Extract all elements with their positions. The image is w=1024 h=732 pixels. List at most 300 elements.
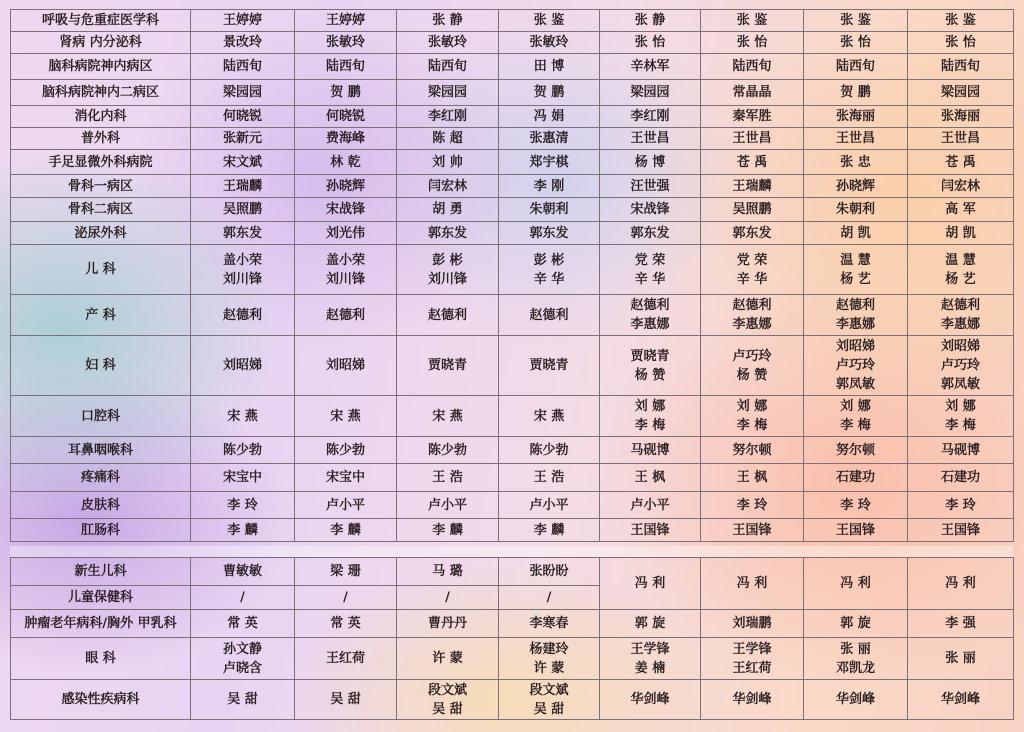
duty-cell xyxy=(701,54,804,80)
duty-cell xyxy=(804,150,908,175)
doctor-name: 华剑峰 xyxy=(835,692,875,707)
duty-cell xyxy=(191,336,295,396)
department-name: 肛肠科 xyxy=(11,519,191,542)
department-name: 骨科一病区 xyxy=(11,175,191,198)
duty-cell xyxy=(397,128,499,150)
doctor-name: 李惠娜 xyxy=(732,317,772,332)
duty-cell xyxy=(804,32,908,54)
duty-cell xyxy=(908,492,1014,519)
duty-cell xyxy=(908,336,1014,396)
duty-cell xyxy=(499,198,600,222)
department-name: 消化内科 xyxy=(11,106,191,128)
doctor-name: 杨建玲 xyxy=(529,641,569,657)
doctor-name: 贺 鹏 xyxy=(533,85,565,100)
doctor-name: 梁园园 xyxy=(222,85,262,100)
duty-cell xyxy=(804,54,908,80)
duty-cell xyxy=(804,464,908,492)
duty-cell xyxy=(397,222,499,245)
duty-cell xyxy=(295,150,397,175)
duty-cell xyxy=(191,222,295,245)
duty-cell xyxy=(499,106,600,128)
doctor-name: 常 英 xyxy=(330,616,361,631)
doctor-name: 胡 凯 xyxy=(840,225,871,241)
table-row xyxy=(11,680,1014,720)
duty-cell xyxy=(804,10,908,32)
doctor-name: 王国锋 xyxy=(732,522,772,538)
duty-cell xyxy=(295,128,397,150)
duty-cell xyxy=(701,558,804,610)
duty-cell xyxy=(908,638,1014,680)
doctor-name: 李惠娜 xyxy=(630,317,670,332)
table-row xyxy=(11,222,1014,245)
duty-cell xyxy=(600,558,701,610)
doctor-name: 李 麟 xyxy=(432,522,463,538)
duty-cell xyxy=(191,492,295,519)
duty-cell xyxy=(397,175,499,198)
table-row xyxy=(11,245,1014,295)
doctor-name: 闫宏林 xyxy=(427,178,467,194)
duty-cell xyxy=(908,128,1014,150)
table-row xyxy=(11,128,1014,150)
doctor-name: 张 鉴 xyxy=(945,13,976,28)
doctor-name: 李 麟 xyxy=(533,522,565,538)
duty-cell xyxy=(804,558,908,610)
doctor-name: 王 浩 xyxy=(533,470,565,485)
doctor-name: 孙晓辉 xyxy=(835,178,875,194)
doctor-name: 王世昌 xyxy=(940,131,980,146)
table-row xyxy=(11,80,1014,106)
doctor-name: 王世昌 xyxy=(630,131,670,146)
doctor-name: 陆西旬 xyxy=(427,59,467,74)
doctor-name: 秦军胜 xyxy=(732,109,772,124)
duty-cell xyxy=(804,680,908,720)
duty-cell xyxy=(191,175,295,198)
duty-cell xyxy=(295,336,397,396)
duty-cell xyxy=(191,150,295,175)
doctor-name: 吴 甜 xyxy=(533,701,565,717)
doctor-name: 宋宝中 xyxy=(222,470,262,485)
doctor-name: 陆西旬 xyxy=(325,59,365,74)
doctor-name: 李寒春 xyxy=(529,616,569,631)
doctor-name: 华剑峰 xyxy=(732,692,772,707)
table-row xyxy=(11,10,1014,32)
doctor-name: 卢晓含 xyxy=(222,660,262,676)
duty-cell xyxy=(295,638,397,680)
doctor-name: 王红荷 xyxy=(325,651,365,666)
doctor-name: 宋战锋 xyxy=(325,202,365,217)
doctor-name: 刘昭娣 xyxy=(835,339,875,354)
duty-cell xyxy=(191,54,295,80)
duty-cell xyxy=(600,464,701,492)
duty-cell xyxy=(804,128,908,150)
doctor-name: 刘昭娣 xyxy=(325,358,365,373)
duty-cell xyxy=(908,198,1014,222)
duty-cell xyxy=(295,222,397,245)
doctor-name: 郭凤敏 xyxy=(835,377,875,392)
duty-cell xyxy=(804,106,908,128)
duty-cell xyxy=(397,396,499,437)
doctor-name: 陆西旬 xyxy=(835,59,875,74)
doctor-name: 陆西旬 xyxy=(732,59,772,74)
duty-cell xyxy=(295,10,397,32)
duty-cell xyxy=(499,150,600,175)
duty-cell xyxy=(397,106,499,128)
table-row xyxy=(11,150,1014,175)
duty-cell xyxy=(397,150,499,175)
duty-cell xyxy=(600,106,701,128)
doctor-name: 孙文静 xyxy=(222,641,262,657)
duty-cell xyxy=(701,336,804,396)
duty-cell xyxy=(397,336,499,396)
doctor-name: 费海峰 xyxy=(325,131,365,146)
duty-cell xyxy=(397,54,499,80)
doctor-name: 宋 燕 xyxy=(227,408,258,424)
duty-cell xyxy=(600,54,701,80)
duty-cell xyxy=(701,222,804,245)
department-name: 呼吸与危重症医学科 xyxy=(11,10,191,32)
doctor-name: 贾晓青 xyxy=(427,358,467,373)
doctor-name: 卢小平 xyxy=(630,497,670,513)
duty-cell xyxy=(295,610,397,638)
duty-cell xyxy=(600,437,701,464)
duty-cell xyxy=(499,586,600,610)
duty-cell xyxy=(804,198,908,222)
doctor-name: 景改玲 xyxy=(222,35,262,50)
duty-cell xyxy=(701,10,804,32)
duty-cell xyxy=(701,680,804,720)
duty-cell xyxy=(295,198,397,222)
doctor-name: 陈 超 xyxy=(432,131,463,146)
doctor-name: 李 梅 xyxy=(634,418,666,433)
doctor-name: 马砚博 xyxy=(630,442,670,458)
duty-cell xyxy=(701,198,804,222)
doctor-name: 冯 娟 xyxy=(533,109,565,124)
duty-cell xyxy=(191,198,295,222)
duty-cell xyxy=(295,80,397,106)
doctor-name: 朱朝利 xyxy=(529,202,569,217)
doctor-name: 许 蒙 xyxy=(432,651,463,666)
doctor-name: 孙晓辉 xyxy=(325,178,365,194)
duty-cell xyxy=(397,32,499,54)
duty-cell xyxy=(701,437,804,464)
duty-cell xyxy=(499,610,600,638)
duty-cell xyxy=(908,610,1014,638)
doctor-name: 吴 甜 xyxy=(227,692,258,707)
department-name: 新生儿科 xyxy=(11,558,191,586)
duty-cell xyxy=(397,464,499,492)
duty-cell xyxy=(191,128,295,150)
doctor-name: 李 梅 xyxy=(736,418,768,433)
doctor-name: 赵德利 xyxy=(630,298,670,313)
duty-cell xyxy=(908,245,1014,295)
duty-cell xyxy=(908,150,1014,175)
doctor-name: 刘川锋 xyxy=(222,271,262,287)
doctor-name: 郭东发 xyxy=(529,225,569,241)
duty-cell xyxy=(295,396,397,437)
doctor-name: 王瑞麟 xyxy=(732,178,772,194)
doctor-name: 贺 鹏 xyxy=(330,85,361,100)
doctor-name: 刘 娜 xyxy=(634,399,666,414)
table-row xyxy=(11,198,1014,222)
doctor-name: 李 玲 xyxy=(227,497,258,513)
duty-cell xyxy=(908,32,1014,54)
duty-cell xyxy=(397,437,499,464)
doctor-name: 郭东发 xyxy=(630,225,670,241)
duty-cell xyxy=(701,150,804,175)
doctor-name: 张敏玲 xyxy=(529,35,569,50)
doctor-name: 冯 利 xyxy=(840,576,871,591)
duty-cell xyxy=(701,245,804,295)
table-row xyxy=(11,519,1014,542)
duty-cell xyxy=(701,610,804,638)
doctor-name: 石建功 xyxy=(940,470,980,485)
doctor-name: 卢小平 xyxy=(325,497,365,513)
duty-cell xyxy=(499,245,600,295)
doctor-name: 苍 禹 xyxy=(945,154,976,170)
doctor-name: 李 麟 xyxy=(227,522,258,538)
doctor-name: 刘昭娣 xyxy=(222,358,262,373)
duty-cell xyxy=(499,32,600,54)
duty-cell xyxy=(600,80,701,106)
duty-cell xyxy=(499,80,600,106)
duty-cell xyxy=(908,464,1014,492)
doctor-name: 汪世强 xyxy=(630,178,670,194)
doctor-name: 辛林军 xyxy=(630,59,670,74)
doctor-name: 刘瑞鹏 xyxy=(732,616,772,631)
doctor-name: 郭凤敏 xyxy=(940,377,980,392)
duty-cell xyxy=(191,295,295,336)
doctor-name: 郭东发 xyxy=(222,225,262,241)
doctor-name: 赵德利 xyxy=(325,307,365,323)
doctor-name: 李 刚 xyxy=(533,178,565,194)
doctor-name: 努尔顿 xyxy=(835,442,875,458)
duty-cell xyxy=(295,464,397,492)
doctor-name: 曹丹丹 xyxy=(427,616,467,631)
table-row xyxy=(11,437,1014,464)
duty-cell xyxy=(701,396,804,437)
doctor-name: 张 鉴 xyxy=(840,13,871,28)
doctor-name: 冯 利 xyxy=(945,576,976,591)
department-name: 妇 科 xyxy=(11,336,191,396)
duty-cell xyxy=(908,175,1014,198)
department-name: 肿瘤老年病科/胸外 甲乳科 xyxy=(11,610,191,638)
duty-cell xyxy=(397,638,499,680)
doctor-name: 张 鉴 xyxy=(736,13,768,28)
table-row xyxy=(11,175,1014,198)
doctor-name: 李 梅 xyxy=(945,418,976,433)
doctor-name: 王学锋 xyxy=(732,641,772,657)
doctor-name: 李 玲 xyxy=(840,497,871,513)
duty-cell xyxy=(191,245,295,295)
duty-cell xyxy=(499,396,600,437)
duty-cell xyxy=(499,222,600,245)
duty-cell xyxy=(191,610,295,638)
duty-cell xyxy=(499,464,600,492)
doctor-name: 努尔顿 xyxy=(732,442,772,458)
duty-cell xyxy=(295,295,397,336)
doctor-name: 胡 勇 xyxy=(432,202,463,217)
duty-cell xyxy=(397,80,499,106)
table-row xyxy=(11,32,1014,54)
doctor-name: 宋文斌 xyxy=(222,154,262,170)
doctor-name: 梁园园 xyxy=(427,85,467,100)
department-name: 儿童保健科 xyxy=(11,586,191,610)
duty-cell xyxy=(295,437,397,464)
table-row xyxy=(11,464,1014,492)
doctor-name: 林 乾 xyxy=(330,154,361,170)
duty-cell xyxy=(191,437,295,464)
doctor-name: 张敏玲 xyxy=(427,35,467,50)
doctor-name: 马砚博 xyxy=(940,442,980,458)
doctor-name: 胡 凯 xyxy=(945,225,976,241)
duty-cell xyxy=(397,519,499,542)
duty-cell xyxy=(397,198,499,222)
duty-cell xyxy=(804,80,908,106)
duty-cell xyxy=(397,245,499,295)
duty-cell xyxy=(804,610,908,638)
department-name: 口腔科 xyxy=(11,396,191,437)
doctor-name: 刘 娜 xyxy=(840,399,871,414)
doctor-name: 李惠娜 xyxy=(835,317,875,332)
duty-schedule-table-main xyxy=(10,9,1014,542)
doctor-name: 张 怡 xyxy=(945,35,976,50)
duty-cell xyxy=(600,492,701,519)
duty-cell xyxy=(600,175,701,198)
doctor-name: 卢巧玲 xyxy=(835,358,875,373)
doctor-name: 卢小平 xyxy=(427,497,467,513)
doctor-name: 常 英 xyxy=(227,616,258,631)
doctor-name: 赵德利 xyxy=(222,307,262,323)
doctor-name: 贾晓青 xyxy=(529,358,569,373)
doctor-name: 华剑峰 xyxy=(940,692,980,707)
doctor-name: 张海丽 xyxy=(835,109,875,124)
doctor-name: 冯 利 xyxy=(634,576,666,591)
duty-cell xyxy=(600,222,701,245)
duty-cell xyxy=(397,10,499,32)
duty-cell xyxy=(908,80,1014,106)
department-name: 皮肤科 xyxy=(11,492,191,519)
duty-cell xyxy=(701,128,804,150)
doctor-name: 卢巧玲 xyxy=(732,348,772,364)
duty-cell xyxy=(701,464,804,492)
duty-cell xyxy=(804,222,908,245)
doctor-name: 辛 华 xyxy=(634,271,666,287)
duty-cell xyxy=(600,32,701,54)
doctor-name: 陆西旬 xyxy=(222,59,262,74)
table-row xyxy=(11,336,1014,396)
doctor-name: 陈少勃 xyxy=(427,442,467,458)
doctor-name: 华剑峰 xyxy=(630,692,670,707)
doctor-name: 赵德利 xyxy=(835,298,875,313)
duty-cell xyxy=(397,558,499,586)
doctor-name: 郭 旋 xyxy=(634,616,666,631)
doctor-name: 杨 赞 xyxy=(736,367,768,383)
duty-cell xyxy=(191,32,295,54)
doctor-name: 冯 利 xyxy=(736,576,768,591)
doctor-name: 邓凯龙 xyxy=(835,660,875,676)
doctor-name: 辛 华 xyxy=(533,271,565,287)
doctor-name: 李红刚 xyxy=(427,109,467,124)
duty-cell xyxy=(295,54,397,80)
doctor-name: 李 麟 xyxy=(330,522,361,538)
department-name: 骨科二病区 xyxy=(11,198,191,222)
doctor-name: 赵德利 xyxy=(940,298,980,313)
doctor-name: 马 璐 xyxy=(432,564,463,579)
duty-cell xyxy=(191,638,295,680)
doctor-name: 张 丽 xyxy=(945,651,976,666)
duty-cell xyxy=(908,519,1014,542)
table-row xyxy=(11,54,1014,80)
doctor-name: 许 蒙 xyxy=(533,660,565,676)
doctor-name: 段文斌 xyxy=(529,682,569,698)
doctor-name: 卢小平 xyxy=(529,497,569,513)
doctor-name: 盖小荣 xyxy=(325,252,365,268)
duty-cell xyxy=(600,295,701,336)
doctor-name: 陈少勃 xyxy=(529,442,569,458)
doctor-name: 刘 娜 xyxy=(945,399,976,414)
duty-cell xyxy=(908,222,1014,245)
department-name: 眼 科 xyxy=(11,638,191,680)
duty-cell xyxy=(499,519,600,542)
duty-cell xyxy=(295,558,397,586)
doctor-name: 吴照鹏 xyxy=(732,202,772,217)
doctor-name: 李惠娜 xyxy=(940,317,980,332)
department-name: 感染性疾病科 xyxy=(11,680,191,720)
doctor-name: 杨 艺 xyxy=(945,271,976,287)
duty-cell xyxy=(191,396,295,437)
doctor-name: 宋 燕 xyxy=(330,408,361,424)
doctor-name: 李 玲 xyxy=(945,497,976,513)
duty-cell xyxy=(499,128,600,150)
duty-cell xyxy=(804,519,908,542)
duty-cell xyxy=(701,175,804,198)
doctor-name: 杨 艺 xyxy=(840,271,871,287)
doctor-name: 梁园园 xyxy=(630,85,670,100)
department-name: 脑科病院神内病区 xyxy=(11,54,191,80)
duty-cell xyxy=(295,175,397,198)
doctor-name: 张 怡 xyxy=(736,35,768,50)
duty-cell xyxy=(295,680,397,720)
doctor-name: 赵德利 xyxy=(732,298,772,313)
duty-cell xyxy=(600,10,701,32)
doctor-name: 党 荣 xyxy=(736,252,768,268)
doctor-name: 杨 博 xyxy=(634,154,666,170)
duty-cell xyxy=(804,336,908,396)
doctor-name: / xyxy=(343,590,348,605)
department-name: 泌尿外科 xyxy=(11,222,191,245)
doctor-name: / xyxy=(445,590,450,605)
doctor-name: 何晓锐 xyxy=(325,109,365,124)
doctor-name: 李 梅 xyxy=(840,418,871,433)
department-name: 疼痛科 xyxy=(11,464,191,492)
duty-cell xyxy=(701,492,804,519)
duty-cell xyxy=(908,295,1014,336)
duty-schedule-table-secondary xyxy=(10,557,1014,720)
doctor-name: 闫宏林 xyxy=(940,178,980,194)
doctor-name: 王瑞麟 xyxy=(222,178,262,194)
table-row xyxy=(11,106,1014,128)
duty-cell xyxy=(701,638,804,680)
duty-cell xyxy=(600,396,701,437)
duty-cell xyxy=(191,586,295,610)
doctor-name: 温 慧 xyxy=(945,252,976,268)
doctor-name: 刘 帅 xyxy=(432,154,463,170)
doctor-name: 贺 鹏 xyxy=(840,85,871,100)
doctor-name: 杨 赞 xyxy=(634,367,666,383)
duty-cell xyxy=(600,336,701,396)
table-row xyxy=(11,295,1014,336)
doctor-name: 宋战锋 xyxy=(630,202,670,217)
